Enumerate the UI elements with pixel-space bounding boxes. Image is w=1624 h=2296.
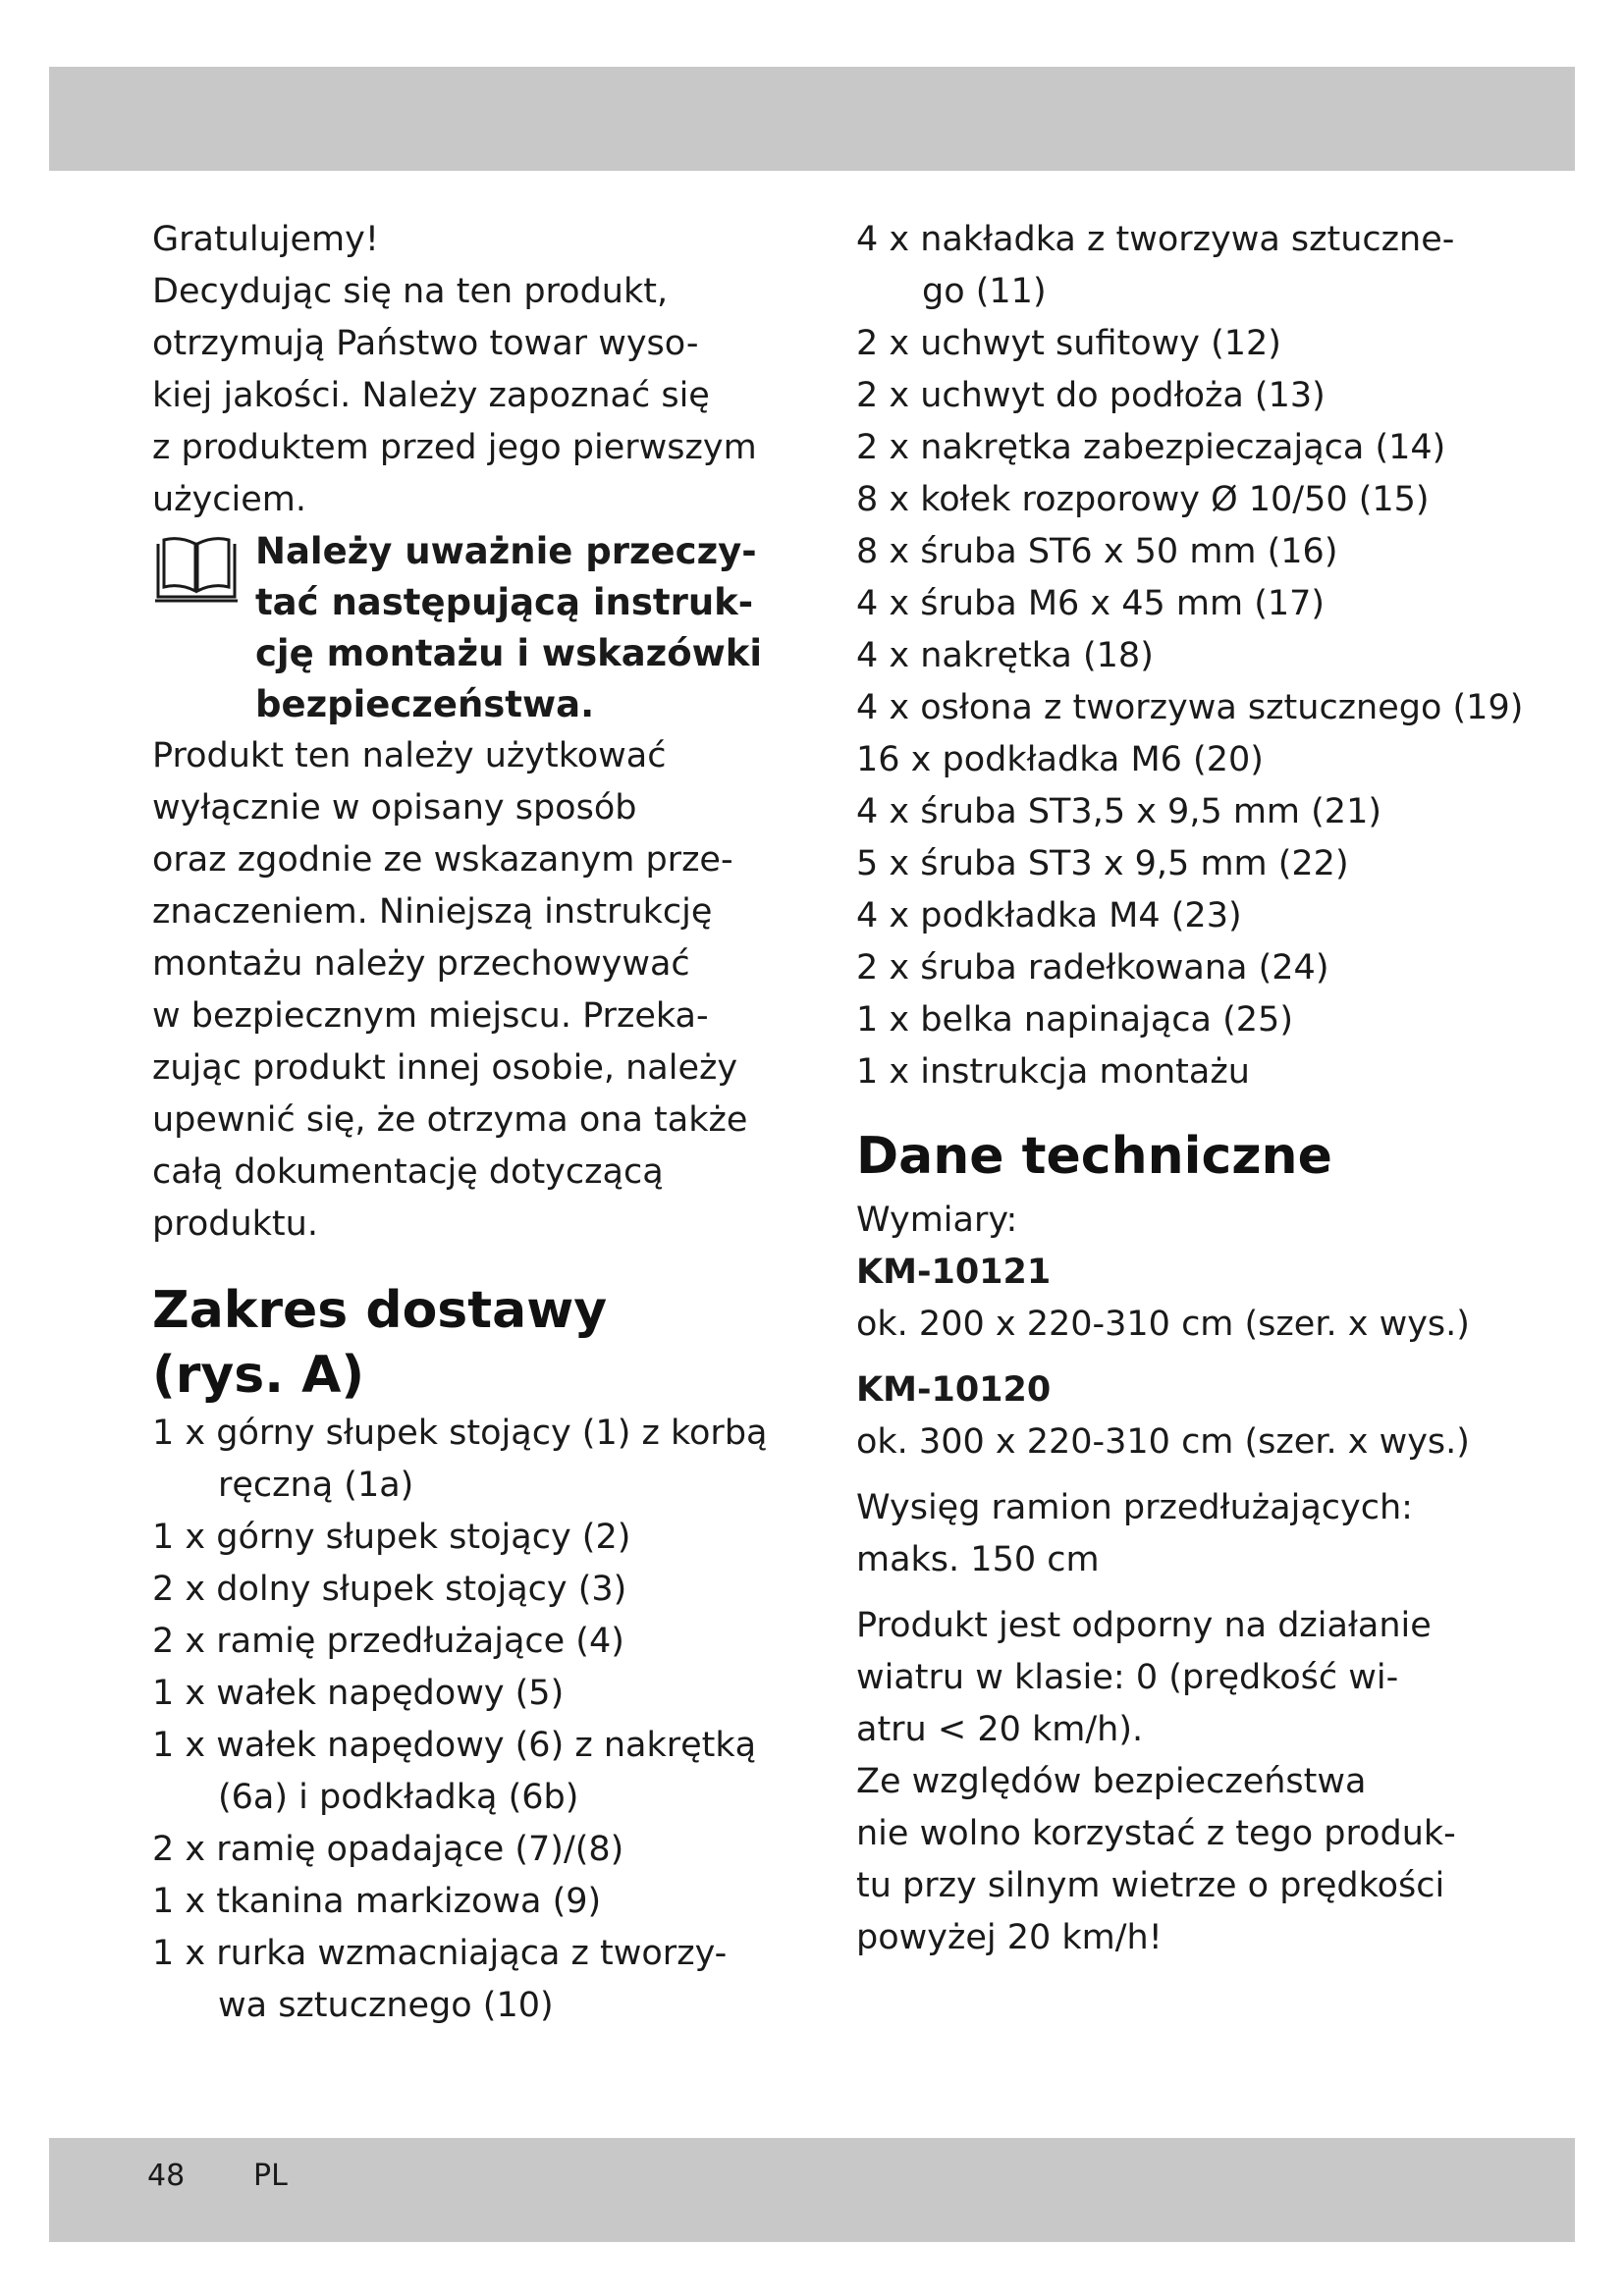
delivery-item-text: 1 x instrukcja montażu (856, 1052, 1250, 1092)
language-code: PL (253, 2159, 288, 2193)
delivery-item-text: 2 x ramię opadające (7)/(8) (152, 1830, 624, 1869)
notice-line: tać następującą instruk- (255, 581, 754, 623)
delivery-item (856, 318, 1543, 370)
delivery-item (856, 890, 1543, 942)
delivery-item-text: 8 x śruba ST6 x 50 mm (16) (856, 532, 1338, 571)
delivery-item-text: 2 x śruba radełkowana (24) (856, 948, 1329, 988)
text-line: atru < 20 km/h). (856, 1710, 1144, 1749)
text-line: użyciem. (152, 480, 306, 519)
text-line: Decydując się na ten produkt, (152, 272, 669, 311)
delivery-item-text: 4 x nakrętka (18) (856, 636, 1154, 675)
delivery-item-text: 2 x ramię przedłużające (4) (152, 1622, 624, 1661)
delivery-item-text: 2 x uchwyt do podłoża (13) (856, 376, 1326, 415)
delivery-item-text: 4 x osłona z tworzywa sztucznego (19) (856, 688, 1524, 727)
delivery-item (152, 1824, 790, 1876)
open-book-icon (152, 532, 241, 607)
delivery-item-text: 1 x tkanina markizowa (9) (152, 1882, 602, 1921)
model-number: KM-10120 (856, 1370, 1052, 1410)
delivery-item (856, 526, 1543, 578)
right-column (856, 214, 1543, 1964)
text-line: produktu. (152, 1204, 318, 1244)
text-line: Ze względów bezpieczeństwa (856, 1762, 1367, 1801)
delivery-item-text: 4 x śruba ST3,5 x 9,5 mm (21) (856, 792, 1381, 831)
delivery-item-text: 1 x górny słupek stojący (2) (152, 1518, 631, 1557)
text-line: w bezpiecznym miejscu. Przeka- (152, 996, 709, 1036)
safety-notice (152, 526, 790, 730)
text-line: powyżej 20 km/h! (856, 1918, 1163, 1957)
model-dimensions: ok. 200 x 220-310 cm (szer. x wys.) (856, 1305, 1470, 1344)
model-number: KM-10121 (856, 1253, 1052, 1292)
delivery-item (856, 734, 1543, 786)
reach-line: maks. 150 cm (856, 1540, 1100, 1579)
delivery-item-text: 1 x belka napinająca (25) (856, 1000, 1293, 1040)
delivery-item-text: 2 x uchwyt sufitowy (12) (856, 324, 1281, 363)
left-column (152, 214, 790, 2032)
delivery-item-text: 1 x wałek napędowy (6) z nakrętką (152, 1726, 757, 1765)
delivery-item-text: 1 x wałek napędowy (5) (152, 1674, 565, 1713)
delivery-item-continuation: ręczną (1a) (218, 1466, 414, 1505)
text-line: znaczeniem. Niniejszą instrukcję (152, 892, 713, 932)
delivery-item (856, 786, 1543, 838)
delivery-item-text: 4 x nakładka z tworzywa sztuczne- (856, 220, 1455, 259)
model-dimensions: ok. 300 x 220-310 cm (szer. x wys.) (856, 1422, 1470, 1462)
delivery-item (152, 1668, 790, 1720)
delivery-item (152, 1876, 790, 1928)
text-line: tu przy silnym wietrze o prędkości (856, 1866, 1445, 1905)
delivery-item-text: 5 x śruba ST3 x 9,5 mm (22) (856, 844, 1349, 883)
delivery-item (856, 214, 1543, 318)
dimensions-label: Wymiary: (856, 1201, 1018, 1240)
heading-line: Zakres dostawy (152, 1281, 608, 1340)
text-line: Produkt jest odporny na działanie (856, 1606, 1432, 1645)
delivery-item (152, 1720, 790, 1824)
text-line: oraz zgodnie ze wskazanym prze- (152, 840, 733, 880)
delivery-item (856, 578, 1543, 630)
tech-heading: Dane techniczne (856, 1127, 1332, 1186)
delivery-item-text: 2 x dolny słupek stojący (3) (152, 1570, 627, 1609)
page-number: 48 (147, 2159, 186, 2193)
delivery-item-text: 1 x rurka wzmacniająca z tworzy- (152, 1934, 728, 1973)
delivery-item-continuation: wa sztucznego (10) (218, 1986, 554, 2025)
text-line: Gratulujemy! (152, 220, 379, 259)
text-line: wyłącznie w opisany sposób (152, 788, 637, 828)
delivery-list (152, 1408, 790, 2032)
text-line: Produkt ten należy użytkować (152, 736, 667, 775)
text-line: całą dokumentację dotyczącą (152, 1152, 664, 1192)
delivery-item (152, 1408, 790, 1512)
text-line: zując produkt innej osobie, należy (152, 1048, 738, 1088)
usage-paragraph (152, 730, 790, 1251)
delivery-item (856, 838, 1543, 890)
delivery-item-text: 4 x śruba M6 x 45 mm (17) (856, 584, 1326, 623)
delivery-item (856, 370, 1543, 422)
delivery-item (856, 474, 1543, 526)
delivery-item (152, 1616, 790, 1668)
delivery-item (856, 422, 1543, 474)
delivery-item (856, 682, 1543, 734)
delivery-item (856, 1046, 1543, 1098)
delivery-item (152, 1564, 790, 1616)
reach-line: Wysięg ramion przedłużających: (856, 1488, 1413, 1527)
delivery-item-continuation: go (11) (922, 272, 1047, 311)
delivery-item (856, 994, 1543, 1046)
delivery-item (856, 942, 1543, 994)
header-band (49, 67, 1575, 171)
delivery-item-text: 1 x górny słupek stojący (1) z korbą (152, 1414, 768, 1453)
delivery-item (152, 1928, 790, 2032)
text-line: otrzymują Państwo towar wyso- (152, 324, 699, 363)
text-line: z produktem przed jego pierwszym (152, 428, 757, 467)
delivery-item-text: 8 x kołek rozporowy Ø 10/50 (15) (856, 480, 1430, 519)
notice-line: cję montażu i wskazówki (255, 632, 763, 674)
delivery-heading (152, 1278, 790, 1408)
text-line: nie wolno korzystać z tego produk- (856, 1814, 1456, 1853)
delivery-item-text: 2 x nakrętka zabezpieczająca (14) (856, 428, 1446, 467)
notice-line: bezpieczeństwa. (255, 683, 595, 725)
delivery-item-text: 16 x podkładka M6 (20) (856, 740, 1264, 779)
wind-paragraph (856, 1600, 1543, 1964)
delivery-item-text: 4 x podkładka M4 (23) (856, 896, 1242, 935)
delivery-item-continuation: (6a) i podkładką (6b) (218, 1778, 579, 1817)
intro-paragraph (152, 214, 790, 526)
delivery-item (152, 1512, 790, 1564)
delivery-list-continued (856, 214, 1543, 1098)
delivery-item (856, 630, 1543, 682)
heading-line: (rys. A) (152, 1346, 365, 1405)
notice-line: Należy uważnie przeczy- (255, 530, 757, 572)
text-line: wiatru w klasie: 0 (prędkość wi- (856, 1658, 1399, 1697)
text-line: montażu należy przechowywać (152, 944, 690, 984)
text-line: upewnić się, że otrzyma ona także (152, 1100, 748, 1140)
text-line: kiej jakości. Należy zapoznać się (152, 376, 710, 415)
